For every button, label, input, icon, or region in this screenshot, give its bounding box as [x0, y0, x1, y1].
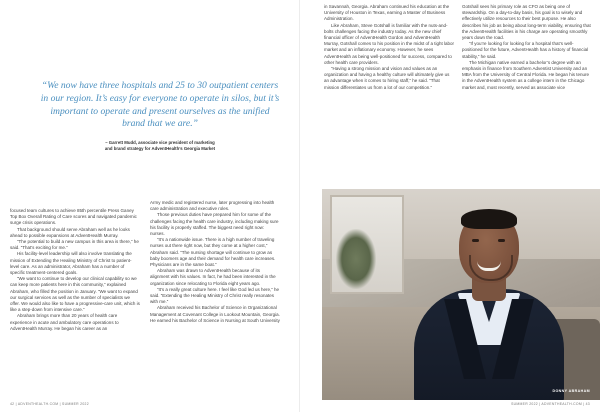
subject-hair [461, 209, 517, 229]
paragraph: in Savannah, Georgia. Abraham continued his education at the University of Houston in Texas, earning a Master of Business Administration. [324, 4, 450, 22]
paragraph: Like Abraham, Steve Gotshall is familiar with the nuts-and-bolts challenges facing the industry today. As the new chief financial officer of AdventHealth Gordon and AdventHealth Murray, Gotshall comes to his position in the midst of a tight labor market and an inflationary economy. However, he sees AdventHealth as being well-positioned for success, compared to other health care providers. [324, 22, 454, 65]
paragraph: “Having a strong mission and vision and values as an organization and having a healthy culture will ultimately give us an advantage when it comes to hiring staff,” he said. “That mission differentiates us from a lot of our competition.” [324, 66, 450, 90]
photo-caption: DONNY ABRAHAM [552, 389, 590, 393]
pull-quote-attribution [40, 140, 280, 152]
subject-eye-left [472, 239, 479, 242]
right-column-1 [324, 4, 454, 91]
paragraph: “If you’re looking for looking for a hospital that’s well-positioned for the future, AdventHealth has a history of financial stability,” he said. [462, 41, 589, 59]
paragraph: Abraham brings more than 20 years of health care experience in acute and ambulatory care operations to AdventHealth Murray. He began his career as an [10, 313, 119, 331]
pull-quote-text: “We now have three hospitals and 25 to 30 outpatient centers in our region. It’s easy for everyone to operate in silos, but it’s important to operate and present ourselves as the unified brand that we are.” [40, 80, 280, 130]
paragraph: Abraham received his Bachelor of Science in Organizational Management at Covenant College in Lookout Mountain, Georgia. He earned his Bachelor of Science in Nursing at South University [150, 305, 280, 323]
photo-plant [336, 229, 376, 289]
attribution-name: – Garrett Mudd, associate vice president of marketing [105, 140, 215, 145]
paragraph: “It’s a nationwide issue. There is a high number of traveling nurses out there right now, but they come at a higher cost,” Abraham said. “The nursing shortage will continue to grow as baby boomers age and their demand for health care increases. Physicians are in the same boat.” [150, 237, 276, 268]
subject-eye-right [498, 239, 505, 242]
paragraph: Abraham was drawn to AdventHealth because of its alignment with his values. In fact, he had been interested in the organization since relocating to Florida eight years ago. [150, 268, 276, 286]
paragraph: Those previous duties have prepared him for some of the challenges facing the health care industry, including making sure his facility is properly staffed. The biggest need right now: nurses. [150, 212, 279, 237]
pull-quote [40, 80, 280, 152]
paragraph: focused team cultures to achieve 85th percentile Press Ganey Top Box Overall Rating of Care scores and navigated pandemic surge crisis operations. [10, 208, 137, 226]
portrait-photo [322, 189, 600, 400]
left-page-footer: 42 | ADVENTHEALTH.COM | SUMMER 2022 [10, 402, 89, 406]
paragraph: That background should serve Abraham well as he looks ahead to possible expansions at AdventHealth Murray. [10, 226, 130, 238]
left-column-2 [150, 200, 280, 324]
paragraph: His facility-level leadership will also involve translating the mission of Extending the Healing Ministry of Christ to patient-level care. As an administrator, Abraham has a number of specific treatment-centered goals. [10, 251, 132, 276]
paragraph: “We want to continue to develop our clinical capability so we can keep more patients here in this community,” explained Abraham, who filled the position in January. “We want to expand our surgical services as well as the number of specialists we offer. We would also like to have a progressive-care unit, which is like a step-down from intensive care.” [10, 276, 140, 313]
right-page [300, 0, 600, 412]
left-column-1 [10, 208, 140, 332]
paragraph: The Michigan native earned a bachelor’s degree with an emphasis in finance from Southern Adventist University and an MBA from the University of Central Florida. He began his tenure in the AdventHealth system as a college intern in the Chicago market and, most recently, served as associate vice [462, 59, 590, 90]
right-page-footer: SUMMER 2022 | ADVENTHEALTH.COM | 43 [511, 402, 590, 406]
right-column-2 [462, 4, 592, 91]
portrait-subject [414, 207, 564, 400]
paragraph: “It’s a really great culture here. I feel like God led us here,” he said. “Extending the Healing Ministry of Christ really resonates with me.” [150, 286, 279, 305]
paragraph: Army medic and registered nurse, later progressing into health care administration and executive roles. [150, 200, 275, 212]
attribution-role: and brand strategy for AdventHealth’s Georgia Market [104, 146, 216, 152]
paragraph: Gotshall sees his primary role as CFO as being one of stewardship. On a day-to-day basis, his goal is to wisely and effectively utilize resources to their best purpose. He also describes his job as being about long-term viability, ensuring that the AdventHealth facilities in his charge are operating smoothly years down the road. [462, 4, 591, 41]
paragraph: “The potential to build a new campus in this area is there,” he said. “That’s exciting for me.” [10, 239, 139, 251]
